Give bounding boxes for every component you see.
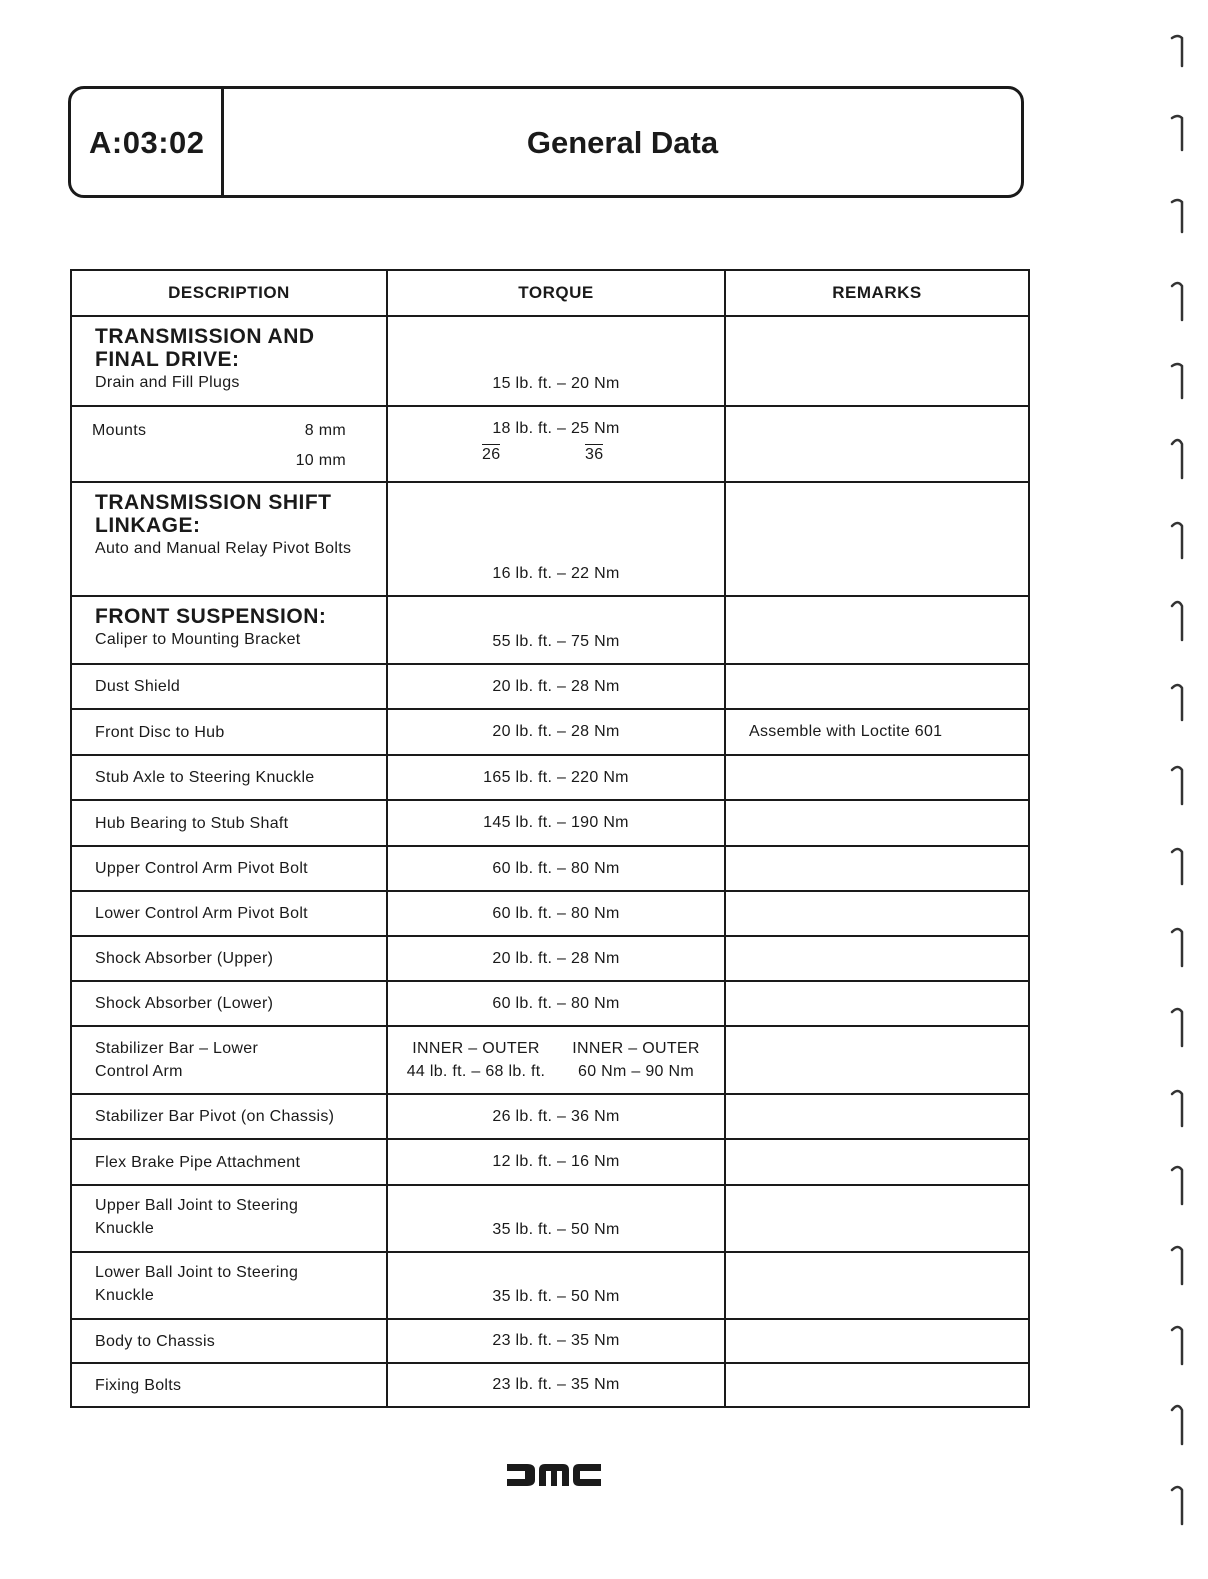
- remarks-cell: [725, 846, 1029, 891]
- description-text: Control Arm: [95, 1063, 183, 1080]
- torque-lb-10mm: 26: [482, 446, 501, 463]
- description-text: Caliper to Mounting Bracket: [95, 631, 301, 648]
- column-header-remarks: REMARKS: [725, 270, 1029, 316]
- table-row: [71, 316, 1029, 406]
- torque-unit-nm: Nm: [589, 420, 620, 437]
- torque-value: 55 lb. ft. – 75 Nm: [492, 633, 620, 650]
- description-text: Knuckle: [95, 1220, 155, 1237]
- description-cell: Fixing Bolts: [71, 1363, 387, 1407]
- torque-value-nm: 60 Nm – 90 Nm: [578, 1063, 694, 1080]
- torque-nm-10mm: 36: [585, 446, 604, 463]
- description-text: Knuckle: [95, 1287, 155, 1304]
- table-row: [71, 981, 1029, 1026]
- table-row: [71, 664, 1029, 709]
- torque-cell: [387, 482, 725, 596]
- binder-edge-marks: [1168, 0, 1198, 1579]
- table-row: [71, 1252, 1029, 1319]
- description-text: Upper Ball Joint to Steering: [95, 1197, 299, 1214]
- table-row: [71, 596, 1029, 664]
- torque-value: 35 lb. ft. – 50 Nm: [492, 1288, 620, 1305]
- torque-cell: 165 lb. ft. – 220 Nm: [387, 755, 725, 800]
- description-cell: [71, 482, 387, 596]
- remarks-cell: [725, 482, 1029, 596]
- torque-value: 15 lb. ft. – 20 Nm: [492, 375, 620, 392]
- description-cell: [71, 1185, 387, 1252]
- dmc-logo-icon: [507, 1464, 601, 1486]
- description-cell: [71, 316, 387, 406]
- remarks-cell: [725, 755, 1029, 800]
- table-row: [71, 1026, 1029, 1094]
- torque-value: 35 lb. ft. – 50 Nm: [492, 1221, 620, 1238]
- description-cell: Front Disc to Hub: [71, 709, 387, 755]
- table-row: [71, 1139, 1029, 1185]
- table-header-row: [71, 270, 1029, 316]
- table-row: [71, 406, 1029, 482]
- remarks-cell: [725, 1185, 1029, 1252]
- torque-cell: 20 lb. ft. – 28 Nm: [387, 709, 725, 755]
- group-title: FRONT SUSPENSION:: [95, 605, 327, 628]
- remarks-cell: [725, 981, 1029, 1026]
- description-cell: Shock Absorber (Upper): [71, 936, 387, 981]
- description-cell: Lower Control Arm Pivot Bolt: [71, 891, 387, 936]
- description-text: Mounts: [92, 422, 147, 439]
- torque-cell: [387, 406, 725, 482]
- table-row: [71, 755, 1029, 800]
- torque-cell: [387, 1026, 725, 1094]
- remarks-cell: [725, 1319, 1029, 1363]
- description-cell: Dust Shield: [71, 664, 387, 709]
- torque-cell: [387, 1252, 725, 1319]
- torque-cell: 60 lb. ft. – 80 Nm: [387, 846, 725, 891]
- table-row: [71, 846, 1029, 891]
- torque-value-lbft: 44 lb. ft. – 68 lb. ft.: [406, 1063, 546, 1080]
- description-text: Lower Ball Joint to Steering: [95, 1264, 299, 1281]
- torque-nm-8mm: 25: [570, 420, 590, 437]
- torque-cell: 60 lb. ft. – 80 Nm: [387, 891, 725, 936]
- column-header-description: DESCRIPTION: [71, 270, 387, 316]
- table-row: [71, 891, 1029, 936]
- table-row: [71, 1363, 1029, 1407]
- page-title: General Data: [526, 125, 719, 160]
- mount-size-10mm: 10 mm: [295, 452, 346, 469]
- inner-outer-label: INNER – OUTER: [572, 1040, 700, 1057]
- table-row: [71, 482, 1029, 596]
- description-cell: Shock Absorber (Lower): [71, 981, 387, 1026]
- remarks-cell: Assemble with Loctite 601: [725, 709, 1029, 755]
- description-text: Drain and Fill Plugs: [95, 374, 240, 391]
- remarks-cell: [725, 891, 1029, 936]
- description-cell: Flex Brake Pipe Attachment: [71, 1139, 387, 1185]
- inner-outer-label: INNER – OUTER: [412, 1040, 540, 1057]
- torque-cell: 20 lb. ft. – 28 Nm: [387, 664, 725, 709]
- description-cell: [71, 596, 387, 664]
- table-row: [71, 1185, 1029, 1252]
- group-title: TRANSMISSION AND FINAL DRIVE:: [95, 325, 315, 371]
- description-cell: Body to Chassis: [71, 1319, 387, 1363]
- mount-size-8mm: 8 mm: [304, 422, 346, 439]
- remarks-cell: [725, 1363, 1029, 1407]
- torque-table: [70, 269, 1030, 1408]
- torque-unit-text: lb. ft. –: [510, 420, 571, 437]
- table-row: [71, 709, 1029, 755]
- table-row: [71, 800, 1029, 846]
- description-cell: [71, 1026, 387, 1094]
- torque-cell: 23 lb. ft. – 35 Nm: [387, 1319, 725, 1363]
- torque-cell: 23 lb. ft. – 35 Nm: [387, 1363, 725, 1407]
- torque-cell: [387, 316, 725, 406]
- column-header-torque: TORQUE: [387, 270, 725, 316]
- description-text: Auto and Manual Relay Pivot Bolts: [95, 540, 352, 557]
- torque-cell: [387, 596, 725, 664]
- remarks-cell: [725, 1252, 1029, 1319]
- torque-cell: 12 lb. ft. – 16 Nm: [387, 1139, 725, 1185]
- remarks-cell: [725, 664, 1029, 709]
- remarks-cell: [725, 406, 1029, 482]
- torque-cell: 20 lb. ft. – 28 Nm: [387, 936, 725, 981]
- remarks-cell: [725, 316, 1029, 406]
- torque-cell: 60 lb. ft. – 80 Nm: [387, 981, 725, 1026]
- description-cell: Hub Bearing to Stub Shaft: [71, 800, 387, 846]
- description-text: Stabilizer Bar – Lower: [95, 1040, 259, 1057]
- torque-cell: [387, 1185, 725, 1252]
- remarks-cell: [725, 800, 1029, 846]
- remarks-cell: [725, 1026, 1029, 1094]
- description-cell: [71, 1252, 387, 1319]
- torque-lb-8mm: 18: [492, 420, 511, 437]
- header-box: [68, 86, 1024, 198]
- table-row: [71, 1094, 1029, 1139]
- description-cell: [71, 406, 387, 482]
- remarks-cell: [725, 936, 1029, 981]
- torque-cell: 26 lb. ft. – 36 Nm: [387, 1094, 725, 1139]
- section-code: A:03:02: [89, 125, 205, 160]
- remarks-cell: [725, 1139, 1029, 1185]
- remarks-cell: [725, 1094, 1029, 1139]
- table-row: [71, 936, 1029, 981]
- torque-cell: 145 lb. ft. – 190 Nm: [387, 800, 725, 846]
- group-title: TRANSMISSION SHIFT LINKAGE:: [95, 491, 332, 537]
- description-cell: Upper Control Arm Pivot Bolt: [71, 846, 387, 891]
- description-cell: Stub Axle to Steering Knuckle: [71, 755, 387, 800]
- table-row: [71, 1319, 1029, 1363]
- description-cell: Stabilizer Bar Pivot (on Chassis): [71, 1094, 387, 1139]
- remarks-cell: [725, 596, 1029, 664]
- torque-value: 16 lb. ft. – 22 Nm: [492, 565, 620, 582]
